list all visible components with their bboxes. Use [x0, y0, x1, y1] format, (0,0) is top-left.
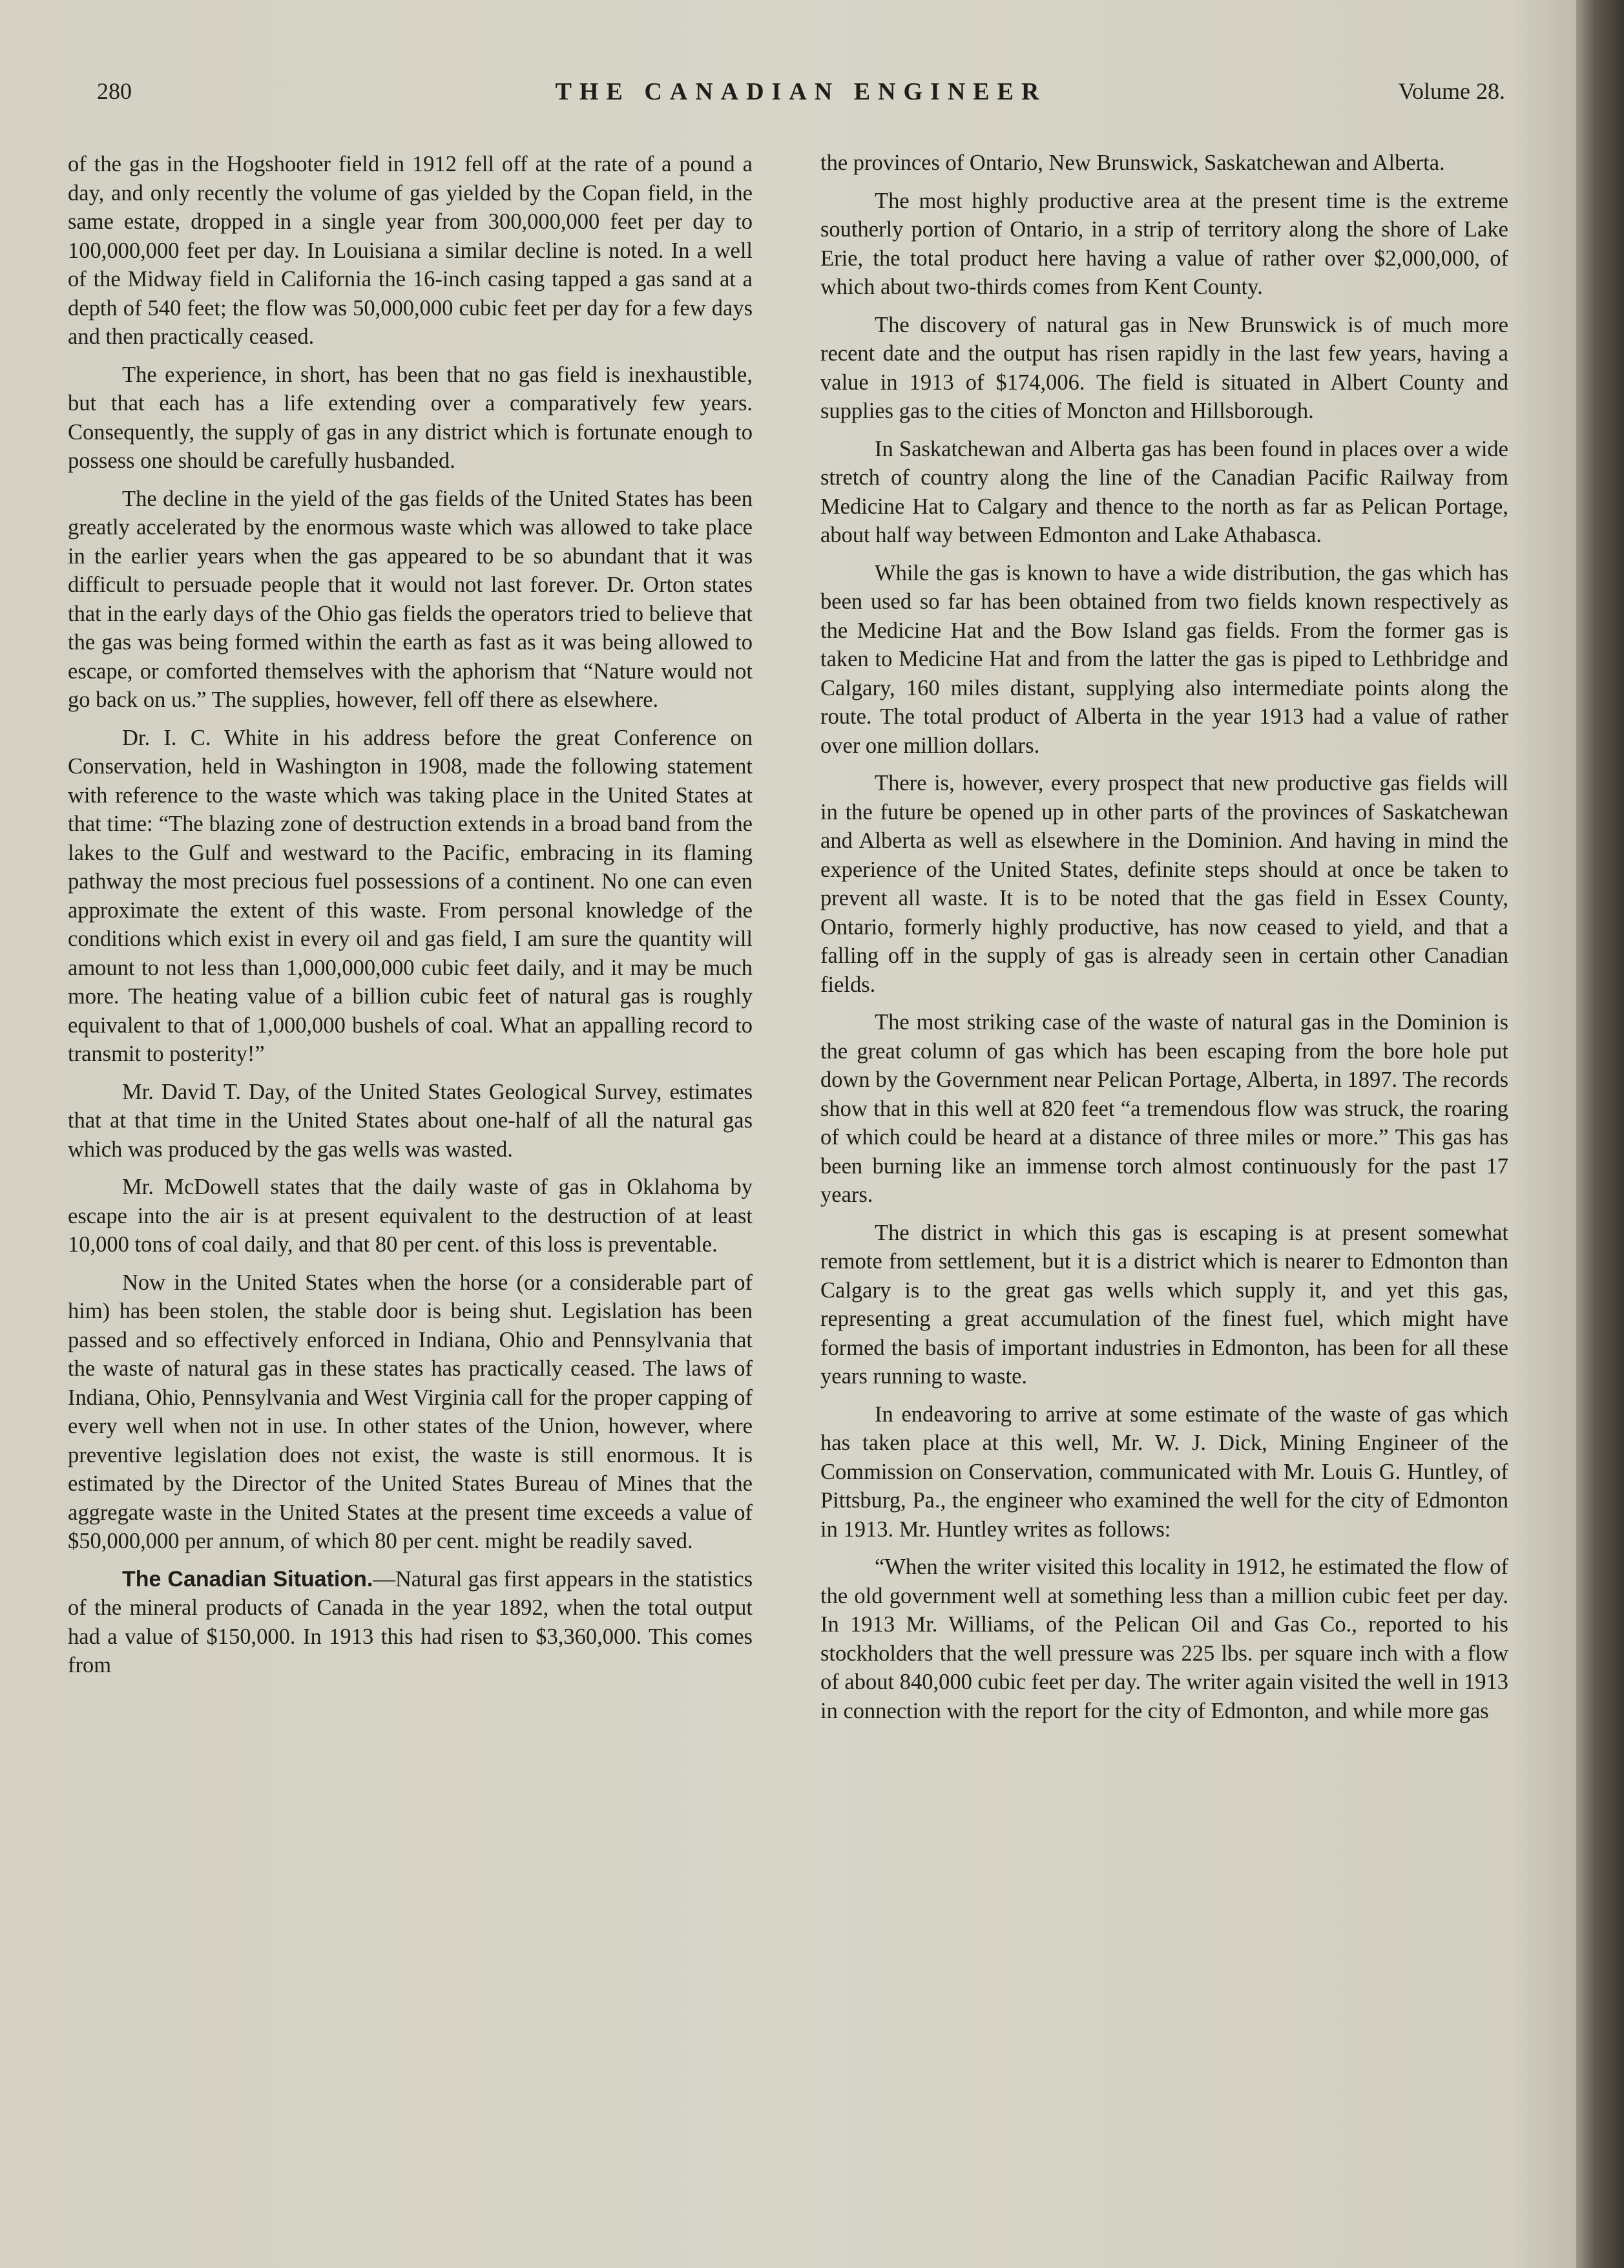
paragraph: The most striking case of the waste of natural gas in the Dominion is the great column of gas which has been escaping from the bore hole put down by the Government near Pelican Portage, Alberta, in 1897. The records show that in this well at 820 feet “a tremendous flow was struck, the roaring of which could be heard at a distance of three miles or more.” This gas has been burning like an immense torch almost continuously for the past 17 years.	[820, 1010, 1508, 1207]
paragraph: The experience, in short, has been that no gas field is inexhaustible, but that each has a life extending over a comparatively few years. Consequently, the supply of gas in any district which is fortunate enough to possess one should be carefully husbanded.	[68, 362, 753, 473]
paragraph: of the gas in the Hogshooter field in 1912 fell off at the rate of a pound a day, and only recently the volume of gas yielded by the Copan field, in the same estate, dropped in a single year from 300,000,000 feet per day to 100,000,000 feet per day. In Louisiana a similar decline is noted. In a well of the Midway field in California the 16-inch casing tapped a gas sand at a depth of 540 feet; the flow was 50,000,000 cubic feet per day for a few days and then practically ceased.	[68, 152, 753, 349]
paragraph: Dr. I. C. White in his address before the great Conference on Conservation, held in Washington in 1908, made the following statement with reference to the waste which was taking place in the United States at that time: “The blazing zone of destruction extends in a broad band from the lakes to the Gulf and westward to the Pacific, embracing in its flaming pathway the most precious fuel possessions of a continent. No one can even approximate the extent of this waste. From personal knowledge of the conditions which exist in every oil and gas field, I am sure the quantity will amount to not less than 1,000,000,000 cubic feet daily, and it may be much more. The heating value of a billion cubic feet of natural gas is roughly equivalent to that of 1,000,000 bushels of coal. What an appalling record to transmit to posterity!”	[68, 725, 753, 1066]
paragraph: the provinces of Ontario, New Brunswick, Saskatchewan and Alberta.	[820, 151, 1445, 175]
journal-title: THE CANADIAN ENGINEER	[555, 78, 1047, 105]
right-column	[820, 149, 1508, 1734]
paragraph: Mr. McDowell states that the daily waste of gas in Oklahoma by escape into the air is at present equivalent to the destruction of at least 10,000 tons of coal daily, and that 80 per cent. of this loss is preventable.	[68, 1175, 753, 1257]
paragraph: While the gas is known to have a wide distribution, the gas which has been used so far has been obtained from two fields known respectively as the Medicine Hat and the Bow Island gas fields. From the former gas is taken to Medicine Hat and from the latter the gas is piped to Lethbridge and Calgary, 160 miles distant, supplying also intermediate points along the route. The total product of Alberta in the year 1913 had a value of rather over one million dollars.	[820, 560, 1508, 758]
volume-label: Volume 28.	[1398, 78, 1505, 104]
paragraph: The most highly productive area at the present time is the extreme southerly portion of Ontario, in a strip of territory along the shore of Lake Erie, the total product here having a value of rather over $2,000,000, of which about two-thirds comes from Kent County.	[820, 188, 1508, 299]
paragraph: “When the writer visited this locality in 1912, he estimated the flow of the old government well at something less than a million cubic feet per day. In 1913 Mr. Williams, of the Pelican Oil and Gas Co., reported to his stockholders that the well pressure was 225 lbs. per square inch with a flow of about 840,000 cubic feet per day. The writer again visited the well in 1913 in connection with the report for the city of Edmonton, and while more gas	[820, 1555, 1508, 1723]
section-paragraph	[68, 1565, 753, 1680]
book-spine-edge	[1576, 0, 1624, 2268]
running-header	[97, 78, 1505, 116]
paragraph: The district in which this gas is escaping is at present somewhat remote from settlement, but it is a district which is nearer to Edmonton than Calgary is to the great gas wells which supply it, and yet this gas, representing a great accumulation of the finest fuel, which might have formed the basis of important industries in Edmonton, has been for all these years running to waste.	[820, 1220, 1508, 1389]
paragraph: In Saskatchewan and Alberta gas has been found in places over a wide stretch of country along the line of the Canadian Pacific Railway from Medicine Hat to Calgary and thence to the north as far as Pelican Portage, about half way between Edmonton and Lake Athabasca.	[820, 436, 1508, 547]
paragraph: The decline in the yield of the gas fields of the United States has been greatly accelerated by the enormous waste which was allowed to take place in the earlier years when the gas appeared to be so abundant that it was difficult to persuade people that it would not last forever. Dr. Orton states that in the early days of the Ohio gas fields the operators tried to believe that the gas was being formed within the earth as fast as it was being allowed to escape, or comforted themselves with the aphorism that “Nature would not go back on us.” The supplies, however, fell off there as elsewhere.	[68, 486, 753, 712]
paragraph: Now in the United States when the horse (or a considerable part of him) has been stolen, the stable door is being shut. Legislation has been passed and so effectively enforced in Indiana, Ohio and Pennsylvania that the waste of natural gas in these states has practically ceased. The laws of Indiana, Ohio, Pennsylvania and West Virginia call for the proper capping of every well when not in use. In other states of the Union, however, where preventive legislation does not exist, the waste is still enormous. It is estimated by the Director of the United States Bureau of Mines that the aggregate waste in the United States at the present time exceeds a value of $50,000,000 per annum, of which 80 per cent. might be readily saved.	[68, 1270, 753, 1553]
section-text: —Natural gas first appears in the statistics of the mineral products of Canada in the year 1892, when the total output had a value of $150,000. In 1913 this had risen to $3,360,000. This comes from	[68, 1566, 753, 1677]
page-number: 280	[97, 78, 132, 104]
paragraph: There is, however, every prospect that new productive gas fields will in the future be opened up in other parts of the provinces of Saskatchewan and Alberta as well as elsewhere in the Dominion. And having in mind the experience of the United States, definite steps should at once be taken to prevent all waste. It is to be noted that the gas field in Essex County, Ontario, formerly highly productive, has now ceased to yield, and that a falling off in the supply of gas is already seen in certain other Canadian fields.	[820, 771, 1508, 997]
paragraph: Mr. David T. Day, of the United States Geological Survey, estimates that at that time in the United States about one-half of all the natural gas which was produced by the gas wells was wasted.	[68, 1079, 753, 1162]
paragraph: The discovery of natural gas in New Brunswick is of much more recent date and the output has risen rapidly in the last few years, having a value in 1913 of $174,006. The field is situated in Albert County and supplies gas to the cities of Moncton and Hillsborough.	[820, 312, 1508, 423]
paragraph: In endeavoring to arrive at some estimate of the waste of gas which has taken place at this well, Mr. W. J. Dick, Mining Engineer of the Commission on Conservation, communicated with Mr. Louis G. Huntley, of Pittsburg, Pa., the engineer who examined the well for the city of Edmonton in 1913. Mr. Huntley writes as follows:	[820, 1402, 1508, 1542]
section-heading: The Canadian Situation.	[122, 1566, 373, 1591]
left-column	[68, 150, 753, 1689]
